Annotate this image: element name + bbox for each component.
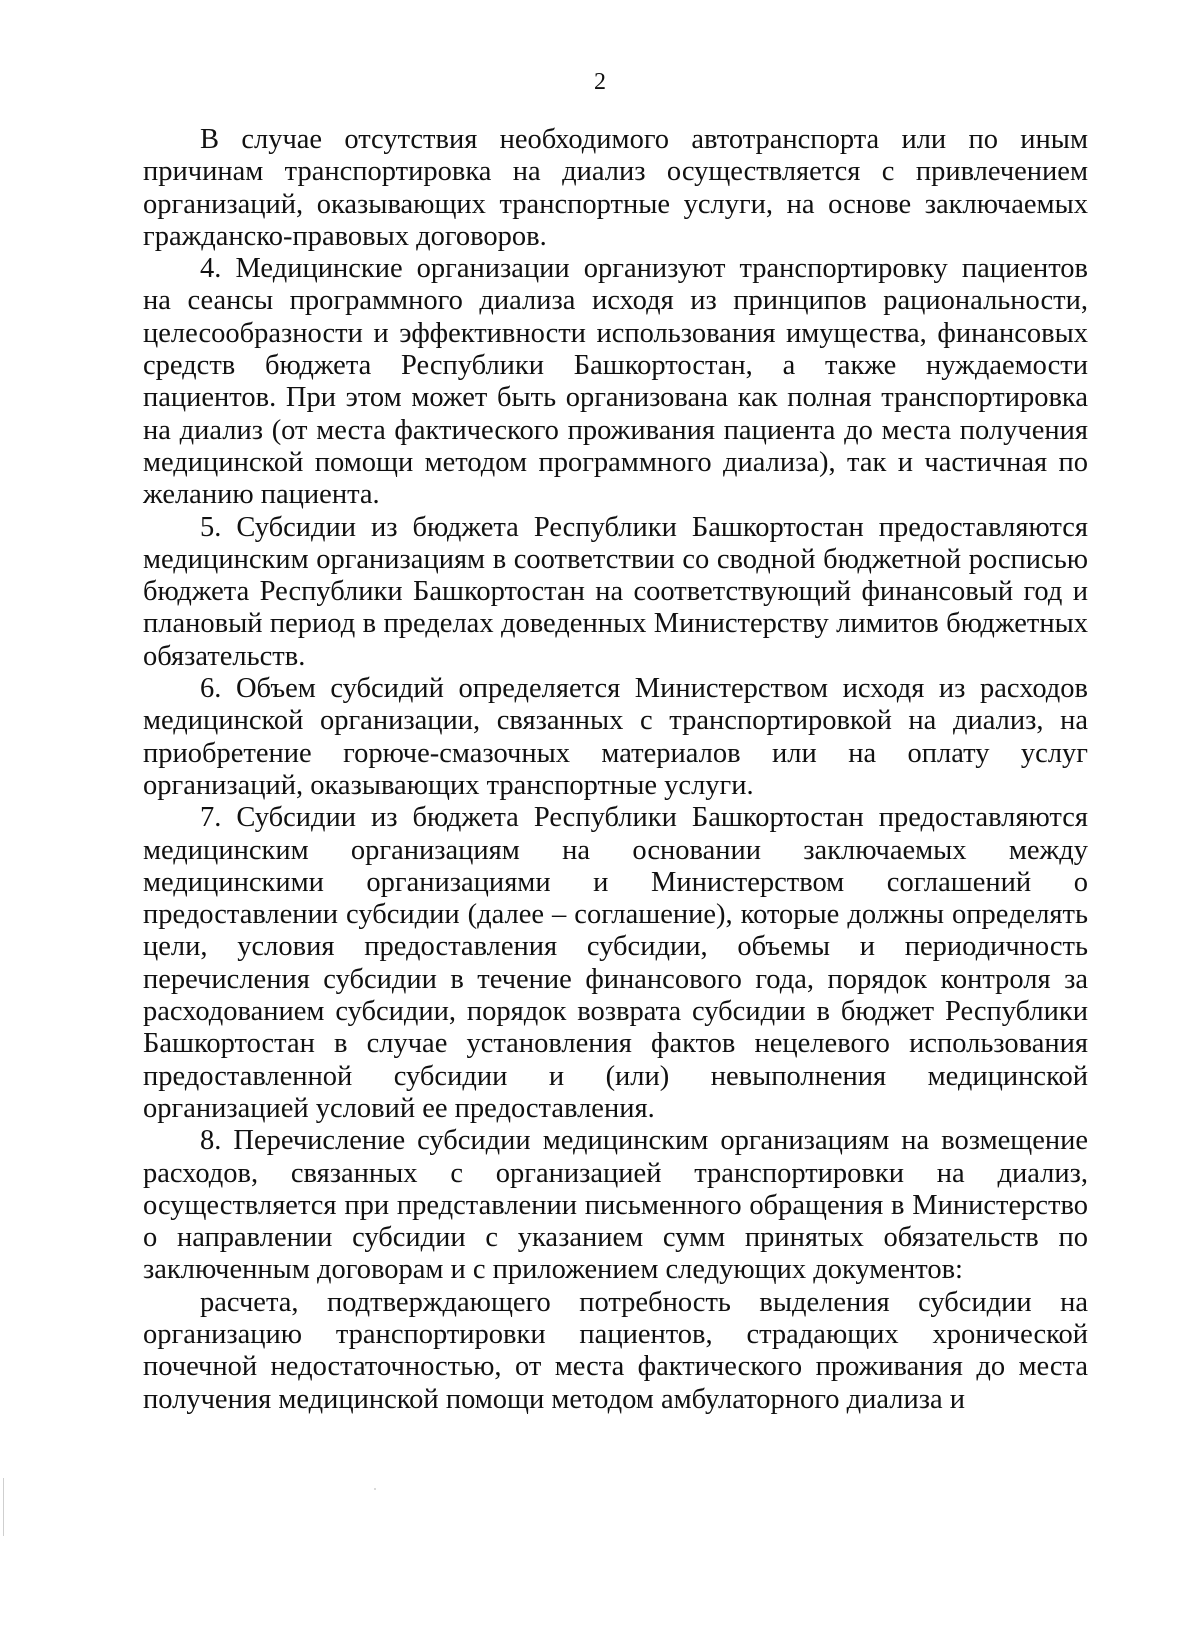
paragraph-item-7: 7. Субсидии из бюджета Республики Башкортостан предоставляются медицинским организациям на основании заключаемых между медицинскими организациями и Министерством соглашений о предоставлении субсидии (далее – соглашение), которые должны определять цели, условия предоставления субсидии, объемы и периодичность перечисления субсидии в течение финансового года, порядок контроля за расходованием субсидии, порядок возврата субсидии в бюджет Республики Башкортостан в случае установления фактов нецелевого использования предоставленной субсидии и (или) невыполнения медицинской организацией условий ее предоставления. <box>143 802 1088 1124</box>
paragraph-calculation: расчета, подтверждающего потребность выделения субсидии на организацию транспортировки пациентов, страдающих хронической почечной недостаточностью, от места фактического проживания до места получения медицинской помощи методом амбулаторного диализа и <box>143 1286 1088 1415</box>
paragraph-item-5: 5. Субсидии из бюджета Республики Башкортостан предоставляются медицинским организациям в соответствии со сводной бюджетной росписью бюджета Республики Башкортостан на соответствующий финансовый год и плановый период в пределах доведенных Министерству лимитов бюджетных обязательств. <box>143 511 1088 672</box>
scan-artifact-left <box>3 1478 4 1536</box>
paragraph-item-8: 8. Перечисление субсидии медицинским организациям на возмещение расходов, связанных с организацией транспортировки на диализ, осуществляется при представлении письменного обращения в Министерство о направлении субсидии с указанием сумм принятых обязательств по заключенным договорам и с приложением следующих документов: <box>143 1125 1088 1286</box>
document-body <box>143 124 1088 1416</box>
paragraph-item-4: 4. Медицинские организации организуют транспортировку пациентов на сеансы программного диализа исходя из принципов рациональности, целесообразности и эффективности использования имущества, финансовых средств бюджета Республики Башкортостан, а также нуждаемости пациентов. При этом может быть организована как полная транспортировка на диализ (от места фактического проживания пациента до места получения медицинской помощи методом программного диализа), так и частичная по желанию пациента. <box>143 253 1088 511</box>
page-number: 2 <box>594 69 606 95</box>
scan-artifact-dot <box>374 1488 376 1490</box>
paragraph-transport-contracts: В случае отсутствия необходимого автотранспорта или по иным причинам транспортировка на диализ осуществляется с привлечением организаций, оказывающих транспортные услуги, на основе заключаемых гражданско-правовых договоров. <box>143 124 1088 252</box>
paragraph-item-6: 6. Объем субсидий определяется Министерством исходя из расходов медицинской организации, связанных с транспортировкой на диализ, на приобретение горюче-смазочных материалов или на оплату услуг организаций, оказывающих транспортные услуги. <box>143 673 1088 801</box>
